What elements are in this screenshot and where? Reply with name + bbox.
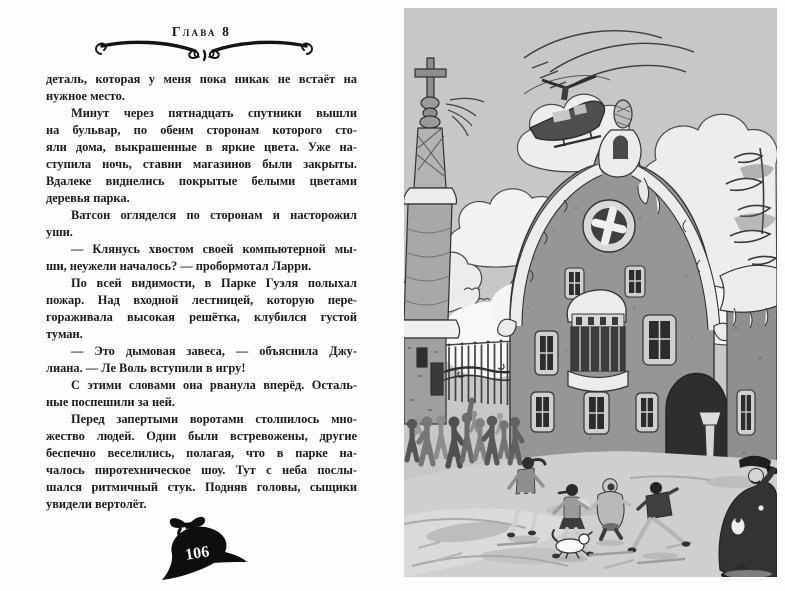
body-line: — Клянусь хвостом своей компьютерной мы-: [71, 242, 357, 256]
body-line: на бульвар, по обеим сторонам которого сто-: [46, 123, 357, 137]
body-line: деревья парка.: [46, 191, 130, 205]
body-line: увидели вертолёт.: [46, 497, 147, 511]
body-line: — Это дымовая завеса, — объяснила Джу-: [71, 344, 357, 358]
body-line: лиана. — Ле Воль вступили в игру!: [46, 361, 246, 375]
chapter-divider-flourish: [89, 37, 319, 63]
body-line: Вдалеке виднелись покрытые белыми цветами: [46, 174, 357, 188]
chapter-title: Глава 8: [171, 24, 232, 40]
body-line: пожар. Над входной лестницей, которую пере-: [46, 293, 357, 307]
body-line: уши.: [46, 225, 73, 239]
body-line: шался ритмичный стук. Подняв головы, сыщики: [46, 480, 357, 494]
body-line: ши, неужели началось? — пробормотал Ларри.: [46, 259, 312, 273]
body-line: жество людей. Одни были встревожены, другие: [46, 429, 357, 443]
body-line: Ватсон огляделся по сторонам и насторожил: [71, 208, 357, 222]
body-text: [46, 71, 357, 513]
illustration: [404, 8, 777, 577]
page-number: 106: [184, 543, 211, 564]
body-line: туман.: [46, 327, 83, 341]
body-line: ные поспешили за ней.: [46, 395, 175, 409]
body-line: яли дома, выкрашенные в яркие цвета. Уже на-: [46, 140, 357, 154]
body-line: нужное место.: [46, 89, 125, 103]
detective-hat-icon: [150, 512, 250, 586]
body-line: ступила ночь, ставни магазинов были закрыты.: [46, 157, 357, 171]
body-line: деталь, которая у меня пока никак не встаёт на: [46, 72, 357, 86]
body-line: По всей видимости, в Парке Гуэля полыхал: [71, 276, 357, 290]
body-line: чалось пиротехническое шоу. Тут с неба послы-: [46, 463, 357, 477]
body-line: С этими словами она рванула вперёд. Осталь-: [71, 378, 357, 392]
body-line: Перед запертыми воротами столпилось мно-: [71, 412, 357, 426]
body-line: гораживала высокая решётка, клубился густой: [46, 310, 357, 324]
page-number-badge: [150, 512, 250, 586]
circle-cross-window: [583, 200, 635, 252]
body-line: Минут через пятнадцать спутники вышли: [71, 106, 357, 120]
body-line: беспечно веселились, полагая, что в парке на-: [46, 446, 357, 460]
